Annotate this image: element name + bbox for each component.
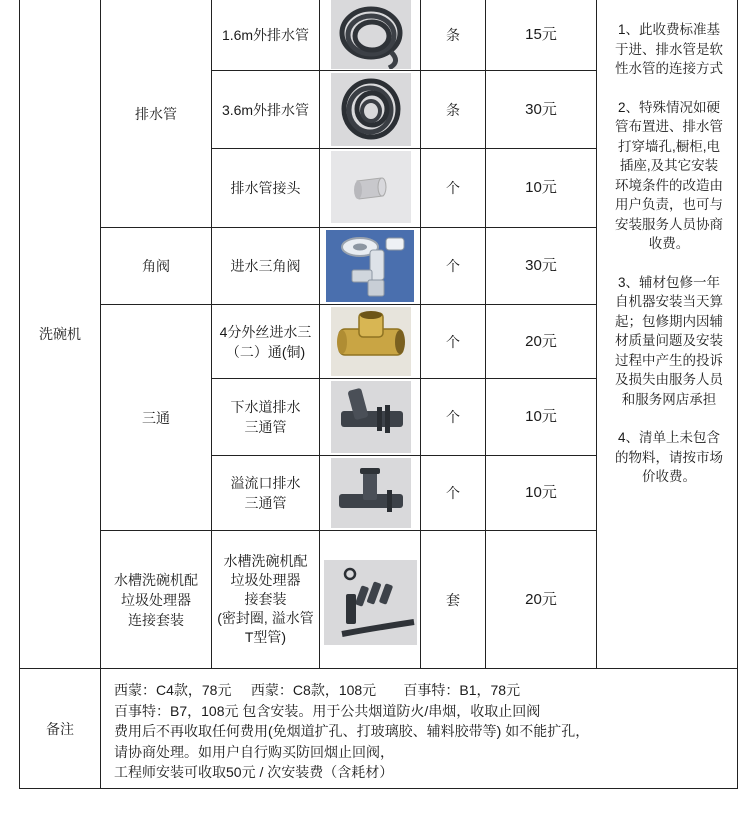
item-unit: 个 — [446, 409, 460, 425]
item-name: 进水三角阀 — [230, 258, 301, 274]
note-item: 2、特殊情况如硬 管布置进、排水管 打穿墙孔,橱柜,电 插座,及其它安装 环境条件的改造由 用户负责，也可与 安装服务人员协商 收费。 — [615, 99, 723, 251]
group-tee: 三通 — [142, 409, 170, 426]
item-price: 10元 — [525, 484, 557, 501]
connection-kit-photo — [324, 560, 417, 645]
item-name: 水槽洗碗机配 垃圾处理器 接套装 (密封圈, 溢水管 T型管) — [217, 553, 314, 645]
item-price: 10元 — [525, 179, 557, 196]
angle-valve-photo — [326, 230, 414, 302]
remark-line: 费用后不再收取任何费用(免烟道扩孔、打玻璃胶、辅料胶带等) 如不能扩孔， — [114, 723, 590, 739]
item-price: 20元 — [525, 590, 557, 608]
item-price: 20元 — [525, 332, 557, 350]
remark-text — [114, 680, 734, 783]
coiled-drain-hose-photo — [331, 73, 411, 146]
col-divider — [596, 0, 597, 669]
coiled-drain-hose-photo — [331, 0, 411, 69]
remark-label: 备注 — [46, 720, 74, 737]
item-price: 15元 — [525, 26, 557, 43]
remark-line: 西蒙：C4款，78元 西蒙：C8款，108元 百事特：B1，78元 — [114, 682, 521, 698]
item-name: 4分外丝进水三 （二）通(铜) — [219, 323, 312, 360]
drain-tee-photo — [331, 381, 411, 453]
notes-column — [601, 20, 737, 506]
overflow-tee-photo — [331, 458, 411, 528]
group-angle-valve: 角阀 — [142, 258, 170, 274]
item-unit: 个 — [446, 485, 460, 501]
item-price: 30元 — [525, 100, 557, 118]
note-item: 1、此收费标准基 于进、排水管是软 性水管的连接方式 — [615, 22, 723, 76]
item-unit: 个 — [446, 258, 460, 274]
item-price: 10元 — [525, 408, 557, 425]
brass-tee-photo — [331, 307, 411, 376]
item-name: 排水管接头 — [230, 180, 301, 196]
item-unit: 个 — [446, 333, 460, 350]
item-price: 30元 — [525, 257, 557, 274]
item-name: 下水道排水 三通管 — [230, 399, 301, 435]
note-item: 4、清单上未包含 的物料，请按市场 价收费。 — [615, 430, 723, 484]
table-border-bottom — [19, 788, 738, 789]
group-drain-pipe: 排水管 — [135, 105, 177, 122]
group-connection-kit: 水槽洗碗机配 垃圾处理器 连接套装 — [114, 571, 198, 628]
item-unit: 个 — [446, 180, 460, 196]
note-item: 3、辅材包修一年 自机器安装当天算 起；包修期内因辅 材质量问题及安装 过程中产生的投诉 及损失由服务人员 和服务网店承担 — [615, 274, 723, 407]
remark-line: 请协商处理。如用户自行购买防回烟止回阀， — [114, 743, 394, 760]
remark-line: 百事特：B7，108元 包含安装。用于公共烟道防火/串烟，收取止回阀 — [114, 702, 541, 719]
drain-connector-photo — [331, 151, 411, 223]
item-name: 溢流口排水 三通管 — [230, 475, 301, 511]
item-unit: 条 — [446, 101, 460, 118]
table-border-right — [737, 0, 738, 789]
item-unit: 条 — [446, 27, 460, 43]
item-unit: 套 — [446, 591, 460, 608]
item-name: 1.6m外排水管 — [221, 27, 310, 43]
category-cell: 洗碗机 — [39, 326, 81, 342]
table-divider-remark — [19, 668, 738, 669]
item-name: 3.6m外排水管 — [221, 101, 310, 118]
remark-line: 工程师安装可收取50元 / 次安装费（含耗材） — [114, 764, 394, 780]
